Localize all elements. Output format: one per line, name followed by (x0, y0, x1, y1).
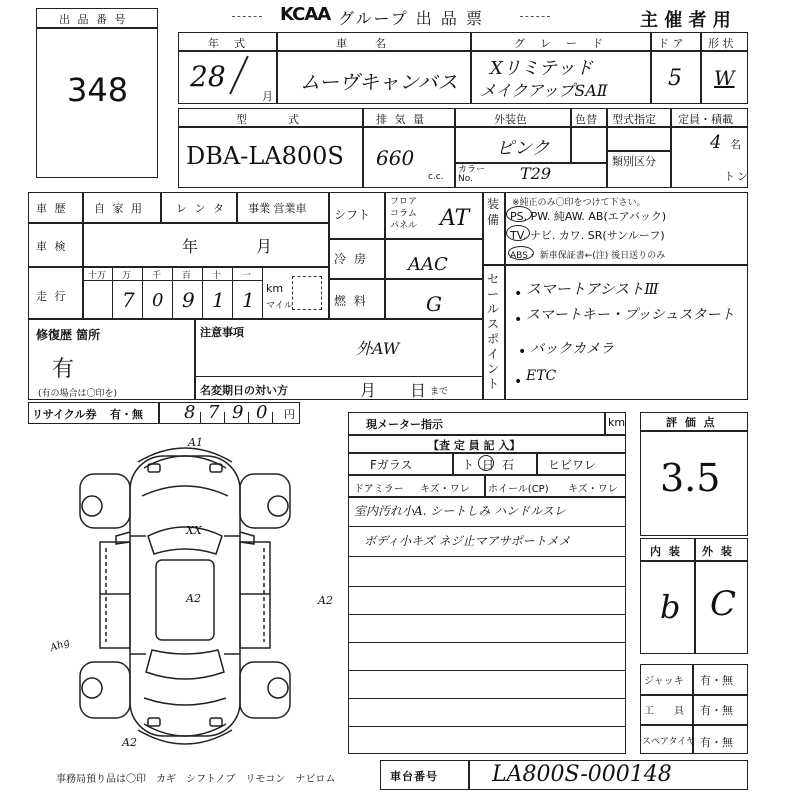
shift-value: AT (440, 206, 470, 231)
exterior-color-label: 外装色 (494, 113, 527, 126)
category-label: 類別区分 (612, 155, 656, 168)
mileage-unit-mile: マイル (266, 301, 293, 311)
shift-option-column[interactable]: コラム (390, 209, 417, 219)
evaluation-label: 評 価 点 (666, 416, 717, 429)
mileage-unit-100k: 十万 (88, 271, 107, 281)
notes-label: 注意事項 (200, 326, 244, 339)
left-doors (100, 542, 130, 648)
tools-value[interactable]: 有・無 (700, 704, 733, 717)
inspector-comment-1: 室内汚れ小A. シートしみ ハンドルスレ (354, 504, 566, 518)
history-label: 車 歴 (36, 202, 68, 215)
displacement-value: 660 (376, 146, 415, 170)
selling-point-2: スマートキー・プッシュスタート (526, 307, 735, 323)
hood (142, 486, 228, 496)
front-right-wheel (268, 496, 288, 516)
trunk (144, 698, 226, 705)
shift-option-floor[interactable]: フロア (390, 197, 418, 207)
wheel-label: ホイール(CP) (488, 484, 549, 495)
jack-label: ジャッキ (644, 676, 684, 687)
repair-value: 有 (52, 357, 75, 382)
mileage-unit-1k: 千 (152, 271, 162, 281)
mileage-unit-1: 一 (242, 271, 252, 281)
front-right-fender (240, 474, 290, 528)
damage-mark-roof: A2 (186, 592, 201, 605)
mileage-digit-10: 1 (212, 288, 225, 312)
type-designation-label: 型式指定 (612, 113, 656, 126)
mirror-value: キズ・ワレ (420, 484, 470, 495)
year-value: 28 (190, 60, 226, 93)
damage-mark-front: A1 (188, 436, 203, 449)
title-dots (232, 10, 262, 17)
recycle-unit: 円 (284, 408, 297, 421)
name-value: ムーヴキャンバス (300, 70, 458, 94)
recycle-status: 有・無 (110, 408, 143, 421)
fuel-label: 燃 料 (334, 294, 368, 308)
repair-note: (有の場合は〇印を) (38, 389, 118, 399)
equipment-note: ※純正のみ〇印をつけて下さい。 (512, 198, 646, 208)
inspector-header: 【査 定 員 記 入】 (428, 439, 521, 452)
chassis-value: LA800S-000148 (492, 762, 672, 787)
windshield (148, 527, 222, 554)
shape-label: 形 状 (708, 37, 734, 50)
capacity-unit-2: トン (724, 170, 750, 183)
jack-value[interactable]: 有・無 (700, 674, 733, 687)
wheel-value: キズ・ワレ (568, 484, 618, 495)
ac-value: AAC (408, 254, 448, 275)
roof (156, 560, 214, 640)
title-dots-right (520, 10, 550, 17)
damage-mark-left: Ahg (48, 636, 72, 655)
exterior-value: C (710, 584, 737, 624)
shape-value: W (714, 66, 735, 90)
front-bumper (138, 448, 232, 462)
color-no-value: T29 (520, 164, 552, 183)
selling-point-3: バックカメラ (530, 341, 614, 357)
lot-number-label: 出 品 番 号 (59, 13, 128, 26)
damage-mark-rear: A2 (122, 736, 137, 749)
form-title: グループ 出 品 票 (338, 9, 484, 28)
meter-unit: km (608, 416, 626, 429)
model-value: DBA-LA800S (186, 142, 344, 170)
mileage-unit-100: 百 (182, 271, 192, 281)
tv-circle-mark (506, 225, 530, 241)
repair-label: 修復歴 箇所 (36, 328, 101, 342)
equipment-line-3: ABS・ 新車保証書←(注) 後日送りのみ (510, 251, 666, 261)
car-body-outline (130, 456, 240, 736)
mileage-unit-km: km (266, 282, 284, 295)
color-no-label: カラー No. (458, 165, 486, 184)
footer-note: 事務局預り品は〇印 カギ シフトノブ リモコン ナビロム (56, 774, 336, 785)
displacement-unit: c.c. (428, 172, 444, 182)
recycle-digit-3: 9 (232, 402, 244, 423)
ac-label: 冷 房 (334, 252, 368, 266)
color-change-label: 色替 (575, 113, 597, 126)
shift-label: シフト (334, 208, 371, 222)
capacity-unit-1: 名 (730, 138, 743, 151)
shift-option-panel[interactable]: パネル (390, 221, 418, 231)
inspection-label: 車 検 (36, 240, 68, 253)
taillight-right (210, 718, 222, 726)
windshield-value-3: 石 (502, 458, 517, 472)
selling-point-bullet-1: • (514, 286, 523, 302)
notes-value: 外AW (356, 339, 400, 358)
lot-number-box (36, 8, 158, 178)
mileage-digit-100: 9 (182, 288, 195, 312)
history-option-private[interactable]: 自 家 用 (94, 202, 144, 215)
tools-label: 工 具 (644, 706, 684, 717)
chassis-label: 車台番号 (390, 770, 438, 783)
ps-circle-mark (506, 206, 532, 222)
rear-window (146, 650, 224, 679)
lot-number-value: 348 (67, 71, 129, 109)
abs-circle-mark (508, 246, 534, 260)
evaluation-score: 3.5 (660, 456, 721, 500)
spare-label: スペアタイヤ (642, 737, 696, 747)
displacement-label: 排 気 量 (376, 113, 426, 126)
organizer-label: 主 催 者 用 (640, 10, 731, 31)
grade-value-2: メイクアップSAⅡ (480, 81, 608, 100)
rear-left-fender (80, 662, 130, 718)
inspection-year: 年 (182, 237, 199, 256)
selling-point-bullet-4: • (514, 374, 523, 390)
recycle-digit-4: 0 (256, 402, 268, 423)
rear-right-fender (240, 662, 290, 718)
doors-label: ド ア (658, 37, 684, 50)
interior-label: 内 装 (650, 545, 682, 558)
deadline-month: 月 (360, 381, 377, 400)
model-label: 型 式 (236, 113, 301, 126)
damage-mark-hood: XX (186, 524, 202, 537)
selling-points-label: セールスポイント (486, 272, 499, 391)
rear-bumper (138, 730, 232, 744)
equipment-label: 装 備 (486, 197, 499, 227)
equipment-line-2: TV. ナビ. カワ. SR(サンルーフ) (510, 229, 665, 242)
taillight-left (148, 718, 160, 726)
name-label: 車 名 (336, 37, 388, 50)
inspector-comment-2: ボディ小キズ ネジ止マアサポートメメ (364, 534, 571, 548)
mileage-unit-10k: 万 (122, 271, 132, 281)
capacity-value: 4 (710, 132, 722, 153)
deadline-day: 日 (410, 381, 427, 400)
deadline-label: 名変期日の対い方 (200, 384, 288, 397)
deadline-suffix: まで (430, 387, 449, 397)
mileage-unit-10: 十 (212, 271, 222, 281)
interior-value: b (660, 588, 681, 626)
spare-value[interactable]: 有・無 (700, 736, 733, 749)
grade-label: グ レ ー ド (514, 37, 605, 50)
year-label: 年 式 (208, 37, 247, 50)
recycle-digit-1: 8 (184, 402, 196, 423)
mileage-digit-1: 1 (242, 288, 255, 312)
front-left-fender (80, 474, 130, 528)
capacity-label: 定員・積載 (678, 113, 733, 126)
history-option-business[interactable]: 事業 営業車 (248, 202, 307, 215)
selling-point-bullet-2: • (514, 312, 523, 328)
exterior-label: 外 装 (702, 545, 734, 558)
kcaa-logo: KCAA (280, 4, 331, 25)
damage-mark-right: A2 (318, 594, 333, 607)
inspection-month: 月 (256, 237, 273, 256)
mileage-digit-10k: 7 (122, 288, 135, 312)
windshield-circle-mark (478, 455, 497, 472)
windshield-label: Fガラス (370, 458, 413, 472)
grade-value-1: Xリミテッド (490, 58, 593, 79)
equipment-line-1: PS. PW. 純AW. AB(エアバック) (510, 210, 667, 223)
doors-value: 5 (668, 66, 682, 91)
mirror-label: ドアミラー (354, 484, 404, 495)
mileage-check-box[interactable] (292, 276, 322, 310)
recycle-digit-2: 7 (208, 402, 220, 423)
selling-point-1: スマートアシストⅢ (526, 280, 659, 298)
mileage-digit-1k: 0 (152, 290, 164, 311)
rear-left-wheel (82, 678, 102, 698)
right-doors (240, 542, 270, 648)
fuel-value: G (426, 292, 442, 316)
windshield-value-1: ト (462, 458, 477, 472)
selling-point-bullet-3: • (518, 344, 527, 360)
year-unit: 月 (262, 90, 273, 103)
mileage-label: 走 行 (36, 290, 68, 303)
meter-label: 現メーター指示 (366, 418, 443, 431)
history-option-rental[interactable]: レ ン タ (176, 202, 226, 215)
exterior-color-value: ピンク (496, 138, 550, 159)
recycle-label: リサイクル券 (32, 408, 97, 421)
selling-point-4: ETC (526, 368, 557, 384)
windshield-crack: ヒビワレ (548, 458, 597, 472)
front-left-wheel (82, 496, 102, 516)
rear-right-wheel (268, 678, 288, 698)
windshield-value-2: 日 (482, 458, 497, 472)
